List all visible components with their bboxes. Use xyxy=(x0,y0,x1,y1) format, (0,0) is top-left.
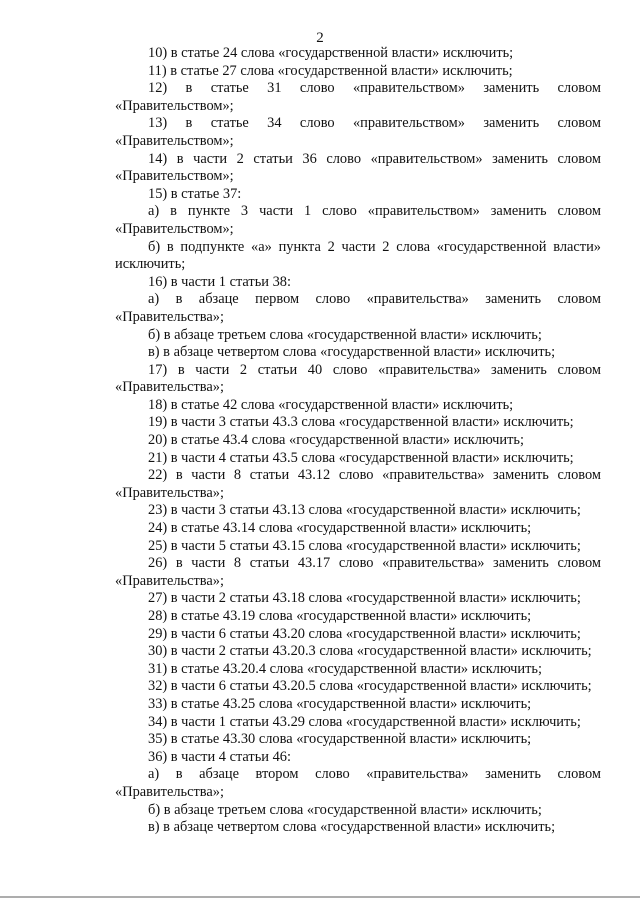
paragraph-item-12: 12) в статье 31 слово «правительством» заменить словом «Правительством»; xyxy=(115,80,601,114)
paragraph-item-20: 20) в статье 43.4 слова «государственной власти» исключить; xyxy=(148,432,524,449)
paragraph-item-19: 19) в части 3 статьи 43.3 слова «государственной власти» исключить; xyxy=(148,414,574,431)
paragraph-item-10: 10) в статье 24 слова «государственной власти» исключить; xyxy=(148,45,514,61)
paragraph-item-24: 24) в статье 43.14 слова «государственной власти» исключить; xyxy=(148,520,532,537)
paragraph-item-36: 36) в части 4 статьи 46: xyxy=(148,748,291,765)
paragraph-item-16: 16) в части 1 статьи 38: xyxy=(148,273,291,290)
paragraph-item-32: 32) в части 6 статьи 43.20.5 слова «государственной власти» исключить; xyxy=(148,678,592,695)
paragraph-item-28: 28) в статье 43.19 слова «государственной власти» исключить; xyxy=(148,608,532,624)
paragraph-item-36b: б) в абзаце третьем слова «государственной власти» исключить; xyxy=(148,801,542,818)
paragraph-item-14: 14) в части 2 статьи 36 слово «правительством» заменить словом «Правительством»; xyxy=(115,150,601,185)
paragraph-item-11: 11) в статье 27 слова «государственной власти» исключить; xyxy=(148,62,513,79)
paragraph-item-29: 29) в части 6 статьи 43.20 слова «государственной власти» исключить; xyxy=(148,625,581,642)
paragraph-item-27: 27) в части 2 статьи 43.18 слова «государственной власти» исключить; xyxy=(148,590,581,607)
paragraph-item-22: 22) в части 8 статьи 43.12 слово «правительства» заменить словом «Правительства»; xyxy=(115,467,601,501)
paragraph-item-16v: в) в абзаце четвертом слова «государственной власти» исключить; xyxy=(148,344,556,361)
paragraph-item-35: 35) в статье 43.30 слова «государственной власти» исключить; xyxy=(148,731,532,748)
paragraph-item-21: 21) в части 4 статьи 43.5 слова «государственной власти» исключить; xyxy=(148,449,574,466)
page-number: 2 xyxy=(316,30,324,46)
paragraph-item-15a: а) в пункте 3 части 1 слово «правительством» заменить словом «Правительством»; xyxy=(115,203,601,237)
paragraph-item-18: 18) в статье 42 слова «государственной власти» исключить; xyxy=(148,396,514,413)
paragraph-item-26: 26) в части 8 статьи 43.17 слово «правительства» заменить словом «Правительства»; xyxy=(115,555,601,589)
paragraph-item-34: 34) в части 1 статьи 43.29 слова «государственной власти» исключить; xyxy=(148,713,581,730)
paragraph-item-23: 23) в части 3 статьи 43.13 слова «государственной власти» исключить; xyxy=(148,502,581,519)
paragraph-item-13: 13) в статье 34 слово «правительством» заменить словом «Правительством»; xyxy=(115,115,601,149)
paragraph-item-36v: в) в абзаце четвертом слова «государственной власти» исключить; xyxy=(148,819,556,836)
paragraph-item-30: 30) в части 2 статьи 43.20.3 слова «государственной власти» исключить; xyxy=(148,643,592,660)
paragraph-item-17: 17) в части 2 статьи 40 слово «правительства» заменить словом «Правительства»; xyxy=(115,361,601,396)
paragraph-item-33: 33) в статье 43.25 слова «государственной власти» исключить; xyxy=(148,695,532,712)
document-body xyxy=(115,45,601,837)
paragraph-item-15: 15) в статье 37: xyxy=(148,185,242,202)
paragraph-item-25: 25) в части 5 статьи 43.15 слова «государственной власти» исключить; xyxy=(148,537,581,554)
paragraph-item-16b: б) в абзаце третьем слова «государственной власти» исключить; xyxy=(148,326,542,343)
paragraph-item-16a: а) в абзаце первом слово «правительства» заменить словом «Правительства»; xyxy=(115,291,601,325)
paragraph-item-15b: б) в подпункте «а» пункта 2 части 2 слова «государственной власти» исключить; xyxy=(115,238,601,273)
paragraph-item-31: 31) в статье 43.20.4 слова «государственной власти» исключить; xyxy=(148,660,542,677)
paragraph-item-36a: а) в абзаце втором слово «правительства» заменить словом «Правительства»; xyxy=(115,766,601,800)
page-bottom-edge xyxy=(0,896,640,898)
